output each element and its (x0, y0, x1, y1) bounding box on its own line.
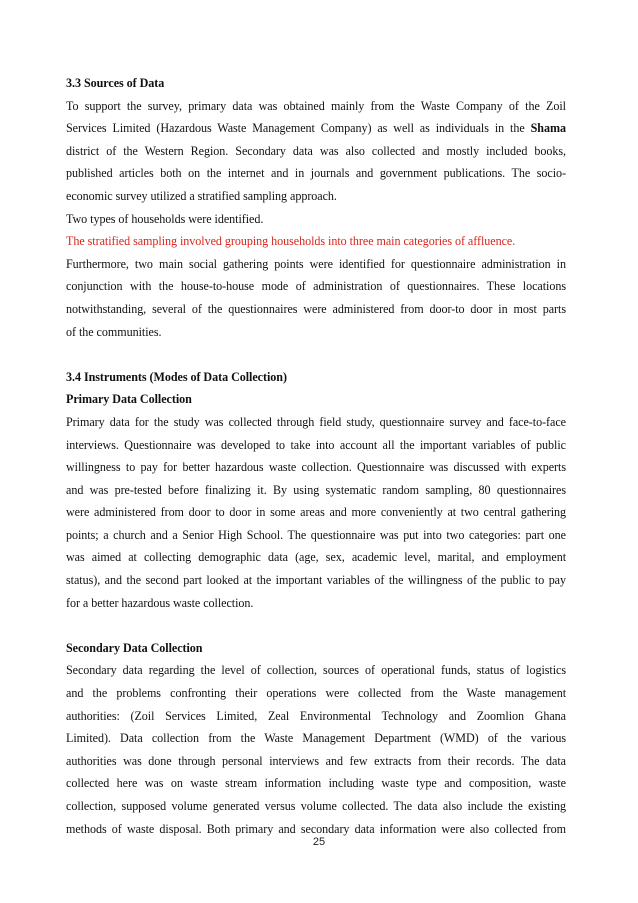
paragraph-line: economic survey utilized a stratified sampling approach. (66, 188, 337, 203)
paragraph-line: willingness to pay for better hazardous waste collection. Questionnaire was discussed with experts (66, 460, 566, 475)
paragraph-line: notwithstanding, several of the questionnaires were administered from door-to door in most parts (66, 301, 566, 316)
paragraph-line: authorities was done through personal interviews and few extracts from their records. The data (66, 753, 566, 768)
paragraph-line: To support the survey, primary data was obtained mainly from the Waste Company of the Zoil (66, 98, 566, 113)
paragraph-line: were administered from door to door in some areas and more conveniently at two central gathering (66, 505, 566, 520)
paragraph-line (66, 117, 566, 140)
paragraph-line: authorities: (Zoil Services Limited, Zeal Environmental Technology and Zoomlion Ghana (66, 708, 566, 723)
paragraph-line: of the communities. (66, 324, 162, 339)
section-heading-3-4: 3.4 Instruments (Modes of Data Collection) (66, 369, 287, 384)
paragraph-line: methods of waste disposal. Both primary and secondary data information were also collected from (66, 821, 566, 836)
paragraph-line: for a better hazardous waste collection. (66, 595, 254, 610)
paragraph-line: Primary data for the study was collected through field study, questionnaire survey and face-to-face (66, 414, 566, 429)
highlighted-red-sentence: The stratified sampling involved grouping households into three main categories of affluence. (66, 234, 516, 249)
bold-word-shama: Shama (530, 121, 566, 136)
paragraph-line: and was pre-tested before finalizing it. By using systematic random sampling, 80 questionnaires (66, 482, 566, 497)
paragraph-line: was aimed at collecting demographic data (age, sex, academic level, marital, and employment (66, 550, 566, 565)
paragraph-line: published articles both on the internet and in journals and government publications. The socio- (66, 166, 566, 181)
paragraph-line: status), and the second part looked at the important variables of the willingness of the public to pay (66, 573, 566, 588)
paragraph-gap (66, 614, 566, 637)
paragraph-line-text: Services Limited (Hazardous Waste Management Company) as well as individuals in the (66, 121, 525, 136)
document-page (66, 72, 566, 840)
paragraph-line: points; a church and a Senior High School. The questionnaire was put into two categories: part one (66, 527, 566, 542)
paragraph-gap (66, 343, 566, 366)
paragraph-line: collected here was on waste stream information including waste type and composition, waste (66, 776, 566, 791)
paragraph-line: Limited). Data collection from the Waste Management Department (WMD) of the various (66, 731, 566, 746)
paragraph-line: Furthermore, two main social gathering points were identified for questionnaire administration in (66, 256, 566, 271)
subheading-secondary-data: Secondary Data Collection (66, 640, 203, 655)
paragraph-line: conjunction with the house-to-house mode of administration of questionnaires. These locations (66, 279, 566, 294)
paragraph-line: collection, supposed volume generated versus volume collected. The data also include the existing (66, 799, 566, 813)
paragraph-line: Secondary data regarding the level of collection, sources of operational funds, status of logistics (66, 663, 566, 678)
paragraph-line: district of the Western Region. Secondary data was also collected and mostly included books, (66, 143, 566, 158)
paragraph-line: Two types of households were identified. (66, 211, 264, 226)
page-number: 25 (312, 836, 326, 848)
paragraph-line: and the problems confronting their operations were collected from the Waste management (66, 686, 566, 701)
paragraph-line: interviews. Questionnaire was developed to take into account all the important variables of public (66, 437, 566, 452)
section-heading-3-3: 3.3 Sources of Data (66, 76, 165, 90)
subheading-primary-data: Primary Data Collection (66, 392, 192, 407)
